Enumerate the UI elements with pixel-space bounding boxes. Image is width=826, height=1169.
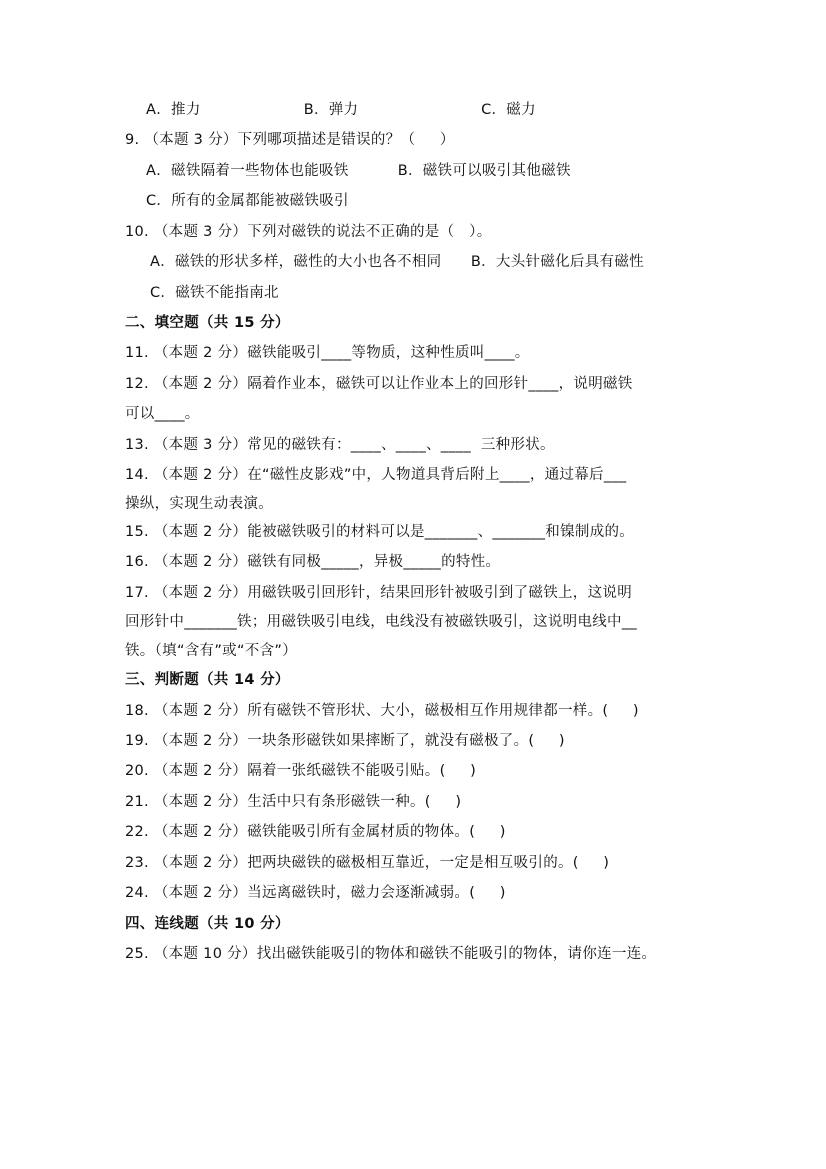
question-18: 18. （本题 2 分）所有磁铁不管形状、大小，磁极相互作用规律都一样。( ) [125,703,639,719]
question-17: 17. （本题 2 分）用磁铁吸引回形针，结果回形针被吸引到了磁铁上，这说明 [125,585,633,601]
question-12: 12. （本题 2 分）隔着作业本，磁铁可以让作业本上的回形针____，说明磁铁 [125,376,633,392]
question-12-cont: 可以____。 [125,406,200,422]
q8-options: A．推力 B．弹力 C．磁力 [146,102,536,118]
question-11: 11. （本题 2 分）磁铁能吸引____等物质，这种性质叫____。 [125,345,530,361]
question-19: 19. （本题 2 分）一块条形磁铁如果摔断了，就没有磁极了。( ) [125,733,565,749]
question-14-cont: 操纵，实现生动表演。 [125,496,273,512]
q9-options-ab: A．磁铁隔着一些物体也能吸铁 B．磁铁可以吸引其他磁铁 [146,163,571,179]
question-9: 9. （本题 3 分）下列哪项描述是错误的？（ ） [125,132,455,148]
question-21: 21. （本题 2 分）生活中只有条形磁铁一种。( ) [125,794,462,810]
question-14: 14. （本题 2 分）在“磁性皮影戏”中，人物道具背后附上____，通过幕后___ [125,467,627,483]
q10-options-ab: A．磁铁的形状多样，磁性的大小也各不相同 B．大头针磁化后具有磁性 [150,254,644,270]
question-10: 10. （本题 3 分）下列对磁铁的说法不正确的是（ ）。 [125,224,492,240]
section-matching-heading: 四、连线题（共 10 分） [125,916,290,932]
q10-option-c: C．磁铁不能指南北 [150,285,279,301]
question-25: 25. （本题 10 分）找出磁铁能吸引的物体和磁铁不能吸引的物体，请你连一连。 [125,946,657,962]
section-true-false-heading: 三、判断题（共 14 分） [125,672,290,688]
question-13: 13. （本题 3 分）常见的磁铁有：____、____、____ 三种形状。 [125,437,555,453]
question-15: 15. （本题 2 分）能被磁铁吸引的材料可以是_______、_______和镍制成的。 [125,524,635,540]
question-16: 16. （本题 2 分）磁铁有同极_____，异极_____的特性。 [125,554,501,570]
question-20: 20. （本题 2 分）隔着一张纸磁铁不能吸引贴。( ) [125,763,477,779]
question-22: 22. （本题 2 分）磁铁能吸引所有金属材质的物体。( ) [125,824,506,840]
question-17-cont: 回形针中_______铁；用磁铁吸引电线，电线没有被磁铁吸引，这说明电线中__ [125,614,637,630]
q9-option-c: C．所有的金属都能被磁铁吸引 [146,193,349,209]
question-24: 24. （本题 2 分）当远离磁铁时，磁力会逐渐减弱。( ) [125,885,506,901]
question-17-cont-2: 铁。（填“含有”或“不含”） [125,643,297,659]
section-fill-in-heading: 二、填空题（共 15 分） [125,315,290,331]
question-23: 23. （本题 2 分）把两块磁铁的磁极相互靠近，一定是相互吸引的。( ) [125,855,610,871]
